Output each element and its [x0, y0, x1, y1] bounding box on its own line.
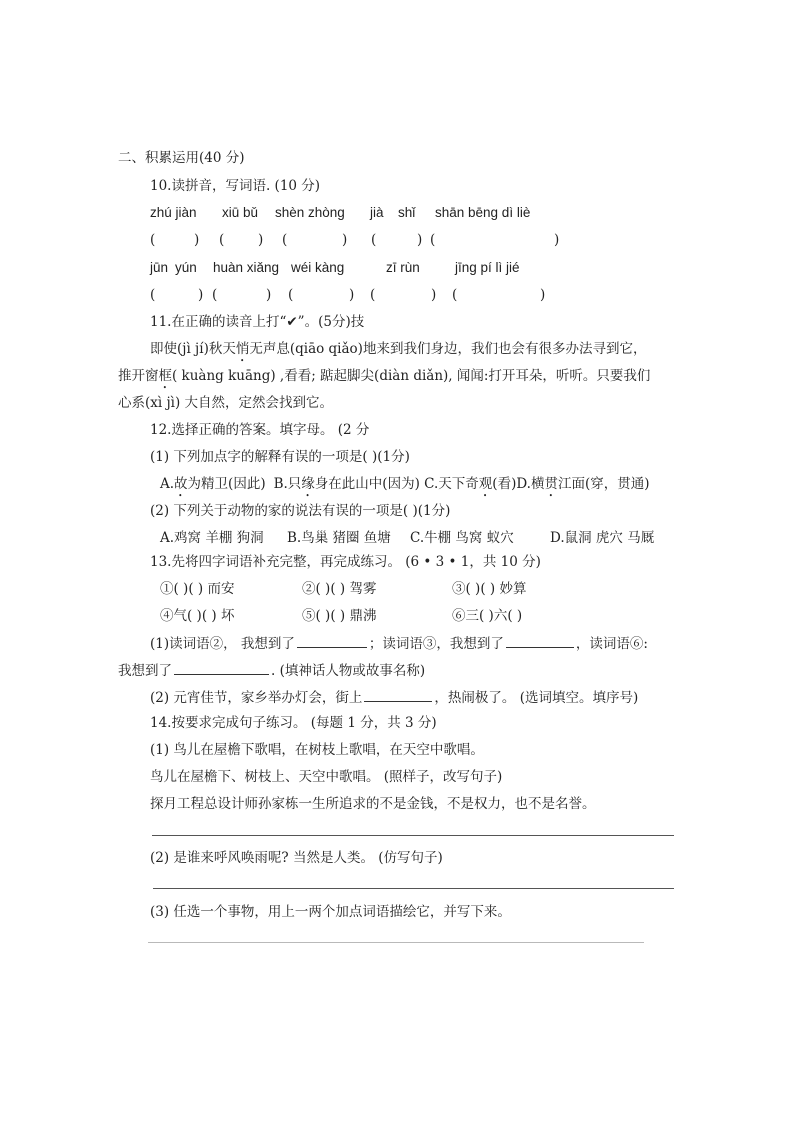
answer-blank[interactable] [506, 633, 574, 648]
q12-sub-2-option-d: D.鼠洞 虎穴 马厩 [550, 530, 655, 546]
q10-pinyin-11: zī rùn [386, 260, 420, 275]
q13-fill-line-2: 我想到了 . (填神话人物或故事名称) [118, 660, 425, 681]
q13-idiom-6[interactable]: ⑥三( )六( ) [452, 608, 523, 624]
q14-task-sentence: 探月工程总设计师孙家栋一生所追求的不是金钱，不是权力，也不是名誉。 [150, 796, 596, 812]
q10-answer-box-6[interactable]: ( [150, 287, 156, 303]
q10-pinyin-12: jīng pí lì jié [455, 260, 520, 275]
q10-pinyin-8: yún [175, 260, 197, 275]
q10-answer-box-3[interactable]: ( [282, 232, 288, 248]
q10-answer-box-7[interactable]: ( [212, 287, 218, 303]
q13-idiom-1[interactable]: ①( )( ) 而安 [160, 581, 235, 597]
q10-title: 10.读拼音，写词语. (10 分) [150, 178, 321, 194]
answer-line-3[interactable] [148, 942, 644, 943]
q12-sub-1-options: A.故为精卫(因此) B.只缘身在此山中(因为) C.天下奇观(看)D.横贯江面(穿，贯通) [160, 476, 650, 492]
q12-sub-2-option-b: B.鸟巢 猪圈 鱼塘 [287, 530, 391, 546]
q10-pinyin-3: shèn zhòng [275, 205, 345, 220]
q14-sentence-3: (3) 任选一个事物，用上一两个加点词语描绘它，并写下来。 [150, 904, 511, 920]
emphasis-char: 框 [158, 368, 172, 384]
q10-answer-box-8[interactable]: ( [288, 287, 294, 303]
q10-answer-box-4[interactable]: ( [371, 232, 377, 248]
q10-pinyin-5: shǐ [398, 205, 416, 220]
q12-sub-1: (1) 下列加点字的解释有误的一项是( )(1分) [150, 449, 410, 465]
q10-pinyin-10: wéi kàng [291, 260, 345, 275]
q14-sentence-1: (1) 鸟儿在屋檐下歌唱，在树枝上歌唱，在天空中歌唱。 [150, 742, 484, 758]
q12-title: 12.选择正确的答案。填字母。 (2 分 [150, 422, 370, 438]
q11-line-3: 心系(xì jì) 大自然，定然会找到它。 [118, 395, 334, 411]
q12-sub-2-option-c: C.牛棚 鸟窝 蚁穴 [410, 530, 514, 546]
answer-line-1[interactable] [152, 835, 674, 836]
q10-answer-box-2[interactable]: ( [219, 232, 225, 248]
q12-sub-2: (2) 下列关于动物的家的说法有误的一项是( )(1分) [150, 503, 451, 519]
q13-fill-line-3: (2) 元宵佳节，家乡举办灯会，街上 ，热闹极了。 (选词填空。填序号) [150, 687, 638, 708]
q10-pinyin-4: jià [370, 205, 384, 220]
q10-answer-box-10[interactable]: ( [452, 287, 458, 303]
q10-pinyin-9: huàn xiǎng [213, 260, 280, 275]
answer-blank[interactable] [297, 633, 367, 648]
q13-fill-line-1: (1)读词语②， 我想到了 ；读词语③，我想到了 ，读词语⑥: [150, 633, 648, 654]
q10-answer-box-5[interactable]: ( [430, 232, 436, 248]
q13-idiom-2[interactable]: ②( )( ) 驾雾 [302, 581, 377, 597]
q10-pinyin-6: shān bēng dì liè [435, 205, 531, 220]
answer-blank[interactable] [174, 660, 269, 675]
q14-sentence-2: (2) 是谁来呼风唤雨呢? 当然是人类。 (仿写句子) [150, 850, 443, 866]
q13-idiom-4[interactable]: ④气( )( ) 坏 [160, 608, 235, 624]
q13-idiom-3[interactable]: ③( )( ) 妙算 [452, 581, 527, 597]
emphasis-char: 悄 [235, 341, 250, 357]
answer-blank[interactable] [364, 687, 432, 702]
q14-example: 鸟儿在屋檐下、树枝上、天空中歌唱。 (照样子，改写句子) [150, 769, 503, 785]
q13-title: 13.先将四字词语补充完整，再完成练习。 (6 • 3 • 1，共 10 分) [150, 554, 541, 570]
q14-title: 14.按要求完成句子练习。 (每题 1 分，共 3 分) [150, 715, 437, 731]
q10-pinyin-7: jūn [150, 260, 169, 275]
worksheet-page: 二、积累运用(40 分) 10.读拼音，写词语. (10 分) zhú jiàn xiū bǔ shèn zhòng jià shǐ shān bēng dì liè ( ) ( ) ( ) ( ) ( ) jūn yún huàn xiǎng wéi kàng zī rùn jīng pí lì jié ( ) ( ) ( ) ( ) ( ) 11.在正确的读音上打“✔”。(5分)技 即使(jì jí)秋天悄无声息(qiāo qiǎo)地来到我们身边，我们也会有很多办法寻到它， 推开窗框( kuàng kuāng) ,看看; 踮起脚尖(diàn diǎn), 闻闻:打开耳朵，听听。只要我们 心系(xì jì) 大自然，定然会找到它。 12.选择正确的答案。填字母。 (2 分 (1) 下列加点字的解释有误的一项是( )(1分) A.故为精卫(因此) B.只缘身在此山中(因为) C.天下奇观(看)D.横贯江面(穿，贯通) (2) 下列关于动物的家的说法有误的一项是( )(1分) A.鸡窝 羊棚 狗洞 B.鸟巢 猪圈 鱼塘 C.牛棚 鸟窝 蚁穴 D.鼠洞 虎穴 马厩 13.先将四字词语补充完整，再完成练习。 (6 • 3 • 1，共 10 分) ①( )( ) 而安 ②( )( ) 驾雾 ③( )( ) 妙算 ④气( )( ) 坏 ⑤( )( ) 鼎沸 ⑥三( )六( ) (1)读词语②， 我想到了 ；读词语③，我想到了 ，读词语⑥: 我想到了 . (填神话人物或故事名称) (2) 元宵佳节，家乡举办灯会，街上 ，热闹极了。 (选词填空。填序号) 14.按要求完成句子练习。 (每题 1 分，共 3 分) (1) 鸟儿在屋檐下歌唱，在树枝上歌唱，在天空中歌唱。 鸟儿在屋檐下、树枝上、天空中歌唱。 (照样子，改写句子) 探月工程总设计师孙家栋一生所追求的不是金钱，不是权力，也不是名誉。 (2) 是谁来呼风唤雨呢? 当然是人类。 (仿写句子) (3) 任选一个事物，用上一两个加点词语描绘它，并写下来。 [0, 0, 794, 1124]
section-heading: 二、积累运用(40 分) [118, 150, 245, 166]
q10-pinyin-2: xiū bǔ [222, 205, 259, 220]
q10-pinyin-1: zhú jiàn [150, 205, 197, 220]
q10-answer-box-1[interactable]: ( [150, 232, 156, 248]
answer-line-2[interactable] [153, 888, 674, 889]
q12-sub-2-option-a: A.鸡窝 羊棚 狗洞 [160, 530, 264, 546]
q13-idiom-5[interactable]: ⑤( )( ) 鼎沸 [302, 608, 377, 624]
q11-title: 11.在正确的读音上打“✔”。(5分)技 [150, 314, 365, 330]
q10-answer-box-9[interactable]: ( [370, 287, 376, 303]
q11-line-2: 推开窗框( kuàng kuāng) ,看看; 踮起脚尖(diàn diǎn), 闻闻:打开耳朵，听听。只要我们 [118, 368, 651, 384]
q11-line-1: 即使(jì jí)秋天悄无声息(qiāo qiǎo)地来到我们身边，我们也会有很多办法寻到它， [150, 341, 647, 357]
